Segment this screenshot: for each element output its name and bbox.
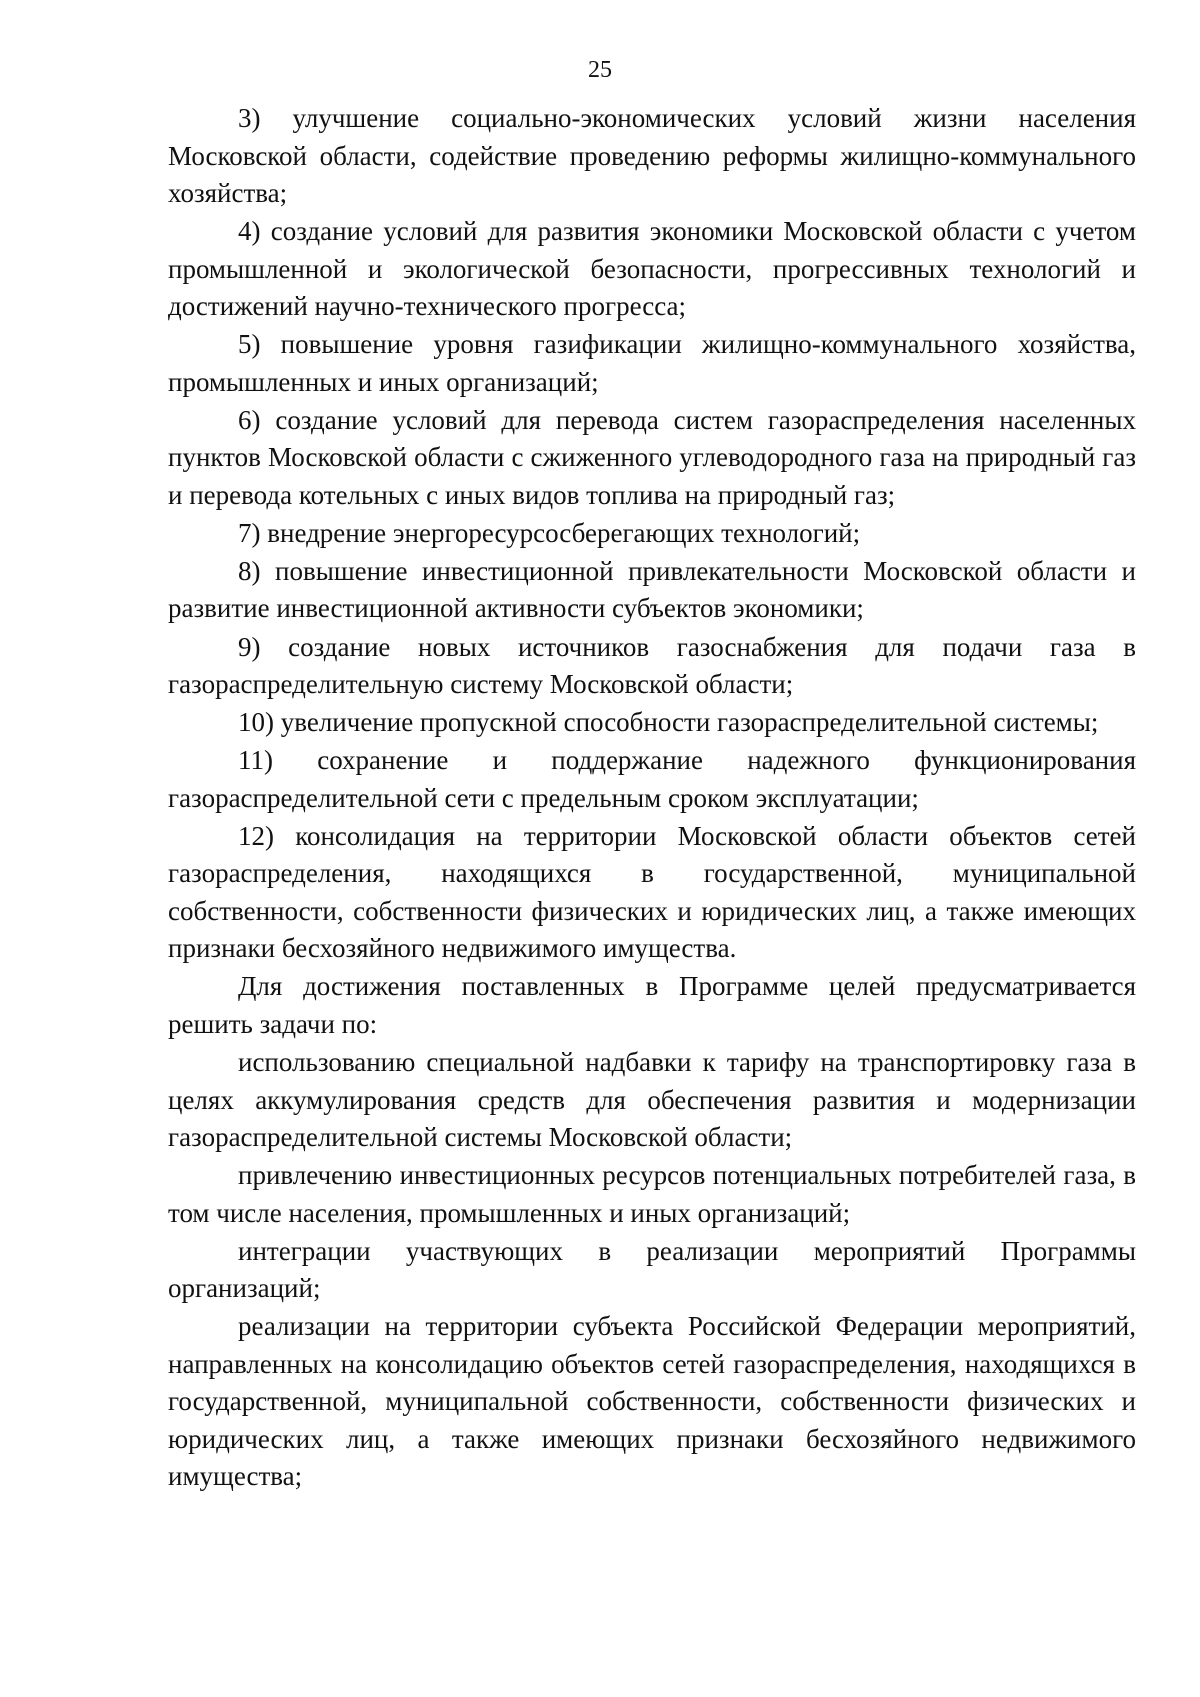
goal-item-10: 10) увеличение пропускной способности газораспределительной системы; — [238, 707, 1099, 738]
page-number: 25 — [588, 57, 612, 83]
goal-item-4: 4) создание условий для развития экономики Московской области с учетом промышленной и экологической безопасности, прогрессивных технологий и достижений научно-технического прогресса; — [168, 216, 1136, 322]
goal-item-5: 5) повышение уровня газификации жилищно-коммунального хозяйства, промышленных и иных организаций; — [168, 329, 1136, 397]
task-item-1: использованию специальной надбавки к тарифу на транспортировку газа в целях аккумулирования средств для обеспечения развития и модернизации газораспределительной системы Московской области; — [168, 1047, 1136, 1153]
task-item-4: реализации на территории субъекта Российской Федерации мероприятий, направленных на консолидацию объектов сетей газораспределения, находящихся в государственной, муниципальной собственности, собственности физических и юридических лиц, а также имеющих признаки бесхозяйного недвижимого имущества; — [168, 1311, 1136, 1492]
document-body — [168, 100, 1136, 1496]
goal-item-7: 7) внедрение энергоресурсосберегающих технологий; — [238, 517, 861, 548]
goal-item-6: 6) создание условий для перевода систем газораспределения населенных пунктов Московской области с сжиженного углеводородного газа на природный газ и перевода котельных с иных видов топлива на природный газ; — [168, 404, 1136, 510]
goal-item-3: 3) улучшение социально-экономических условий жизни населения Московской области, содействие проведению реформы жилищно-коммунального хозяйства; — [168, 103, 1136, 208]
goal-item-8: 8) повышение инвестиционной привлекательности Московской области и развитие инвестиционной активности субъектов экономики; — [168, 555, 1136, 624]
task-item-3: интеграции участвующих в реализации мероприятий Программы организаций; — [168, 1235, 1136, 1304]
task-item-2: привлечению инвестиционных ресурсов потенциальных потребителей газа, в том числе населения, промышленных и иных организаций; — [168, 1160, 1136, 1228]
tasks-intro: Для достижения поставленных в Программе целей предусматривается решить задачи по: — [168, 971, 1136, 1039]
goal-item-12: 12) консолидация на территории Московской области объектов сетей газораспределения, находящихся в государственной, муниципальной собственности, собственности физических и юридических лиц, а также имеющих признаки бесхозяйного недвижимого имущества. — [168, 820, 1136, 964]
goal-item-9: 9) создание новых источников газоснабжения для подачи газа в газораспределительную систему Московской области; — [168, 631, 1136, 700]
goal-item-11: 11) сохранение и поддержание надежного функционирования газораспределительной сети с предельным сроком эксплуатации; — [168, 745, 1136, 813]
